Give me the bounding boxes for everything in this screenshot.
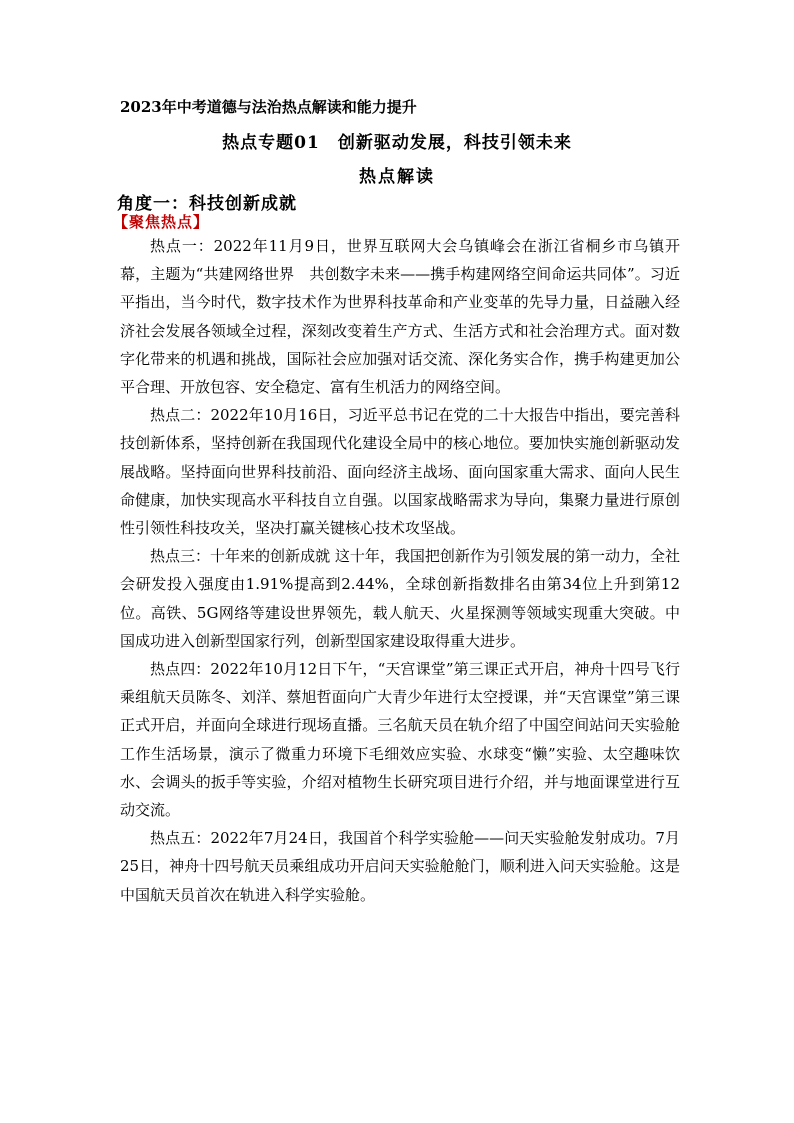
section-title: 热点解读 xyxy=(359,167,435,187)
paragraph-hotspot-1: 热点一：2022年11月9日，世界互联网大会乌镇峰会在浙江省桐乡市乌镇开幕，主题为“共建网络世界 共创数字未来——携手构建网络空间命运共同体”。习近平指出，当今时代，数字技术作为世界科技革命和产业变革的先导力量，日益融入经济社会发展各领域全过程，深刻改变着生产方式、生活方式和社会治理方式。面对数字化带来的机遇和挑战，国际社会应加强对话交流、深化务实合作，携手构建更加公平合理、开放包容、安全稳定、富有生机活力的网络空间。 xyxy=(120,237,680,397)
topic-label: 热点专题01 xyxy=(222,133,320,153)
angle-title: 角度一：科技创新成就 xyxy=(117,194,297,214)
body-text xyxy=(120,232,680,909)
topic-title xyxy=(0,128,794,153)
paragraph-hotspot-2: 热点二：2022年10月16日，习近平总书记在党的二十大报告中指出，要完善科技创新体系，坚持创新在我国现代化建设全局中的核心地位。要加快实施创新驱动发展战略。坚持面向世界科技前沿、面向经济主战场、面向国家重大需求、面向人民生命健康，加快实现高水平科技自立自强。以国家战略需求为导向，集聚力量进行原创性引领性科技攻关，坚决打赢关键核心技术攻坚战。 xyxy=(120,406,680,538)
hot-tag: 【聚焦热点】 xyxy=(113,213,210,231)
paragraph-hotspot-3: 热点三：十年来的创新成就 这十年，我国把创新作为引领发展的第一动力，全社会研发投入强度由1.91%提高到2.44%，全球创新指数排名由第34位上升到第12位。高铁、5G网络等建设世界领先，载人航天、火星探测等领域实现重大突破。中国成功进入创新型国家行列，创新型国家建设取得重大进步。 xyxy=(120,547,680,650)
paragraph-hotspot-5: 热点五：2022年7月24日，我国首个科学实验舱——问天实验舱发射成功。7月25日，神舟十四号航天员乘组成功开启问天实验舱舱门，顺利进入问天实验舱。这是中国航天员首次在轨进入科学实验舱。 xyxy=(120,829,680,904)
document-header: 2023年中考道德与法治热点解读和能力提升 xyxy=(120,98,417,116)
paragraph-hotspot-4: 热点四：2022年10月12日下午，“天宫课堂”第三课正式开启，神舟十四号飞行乘组航天员陈冬、刘洋、蔡旭哲面向广大青少年进行太空授课，并“天宫课堂”第三课正式开启，并面向全球进行现场直播。三名航天员在轨介绍了中国空间站问天实验舱工作生活场景，演示了微重力环境下毛细效应实验、水球变“懒”实验、太空趣味饮水、会调头的扳手等实验，介绍对植物生长研究项目进行介绍，并与地面课堂进行互动交流。 xyxy=(120,660,680,820)
topic-heading: 创新驱动发展，科技引领未来 xyxy=(337,133,572,153)
